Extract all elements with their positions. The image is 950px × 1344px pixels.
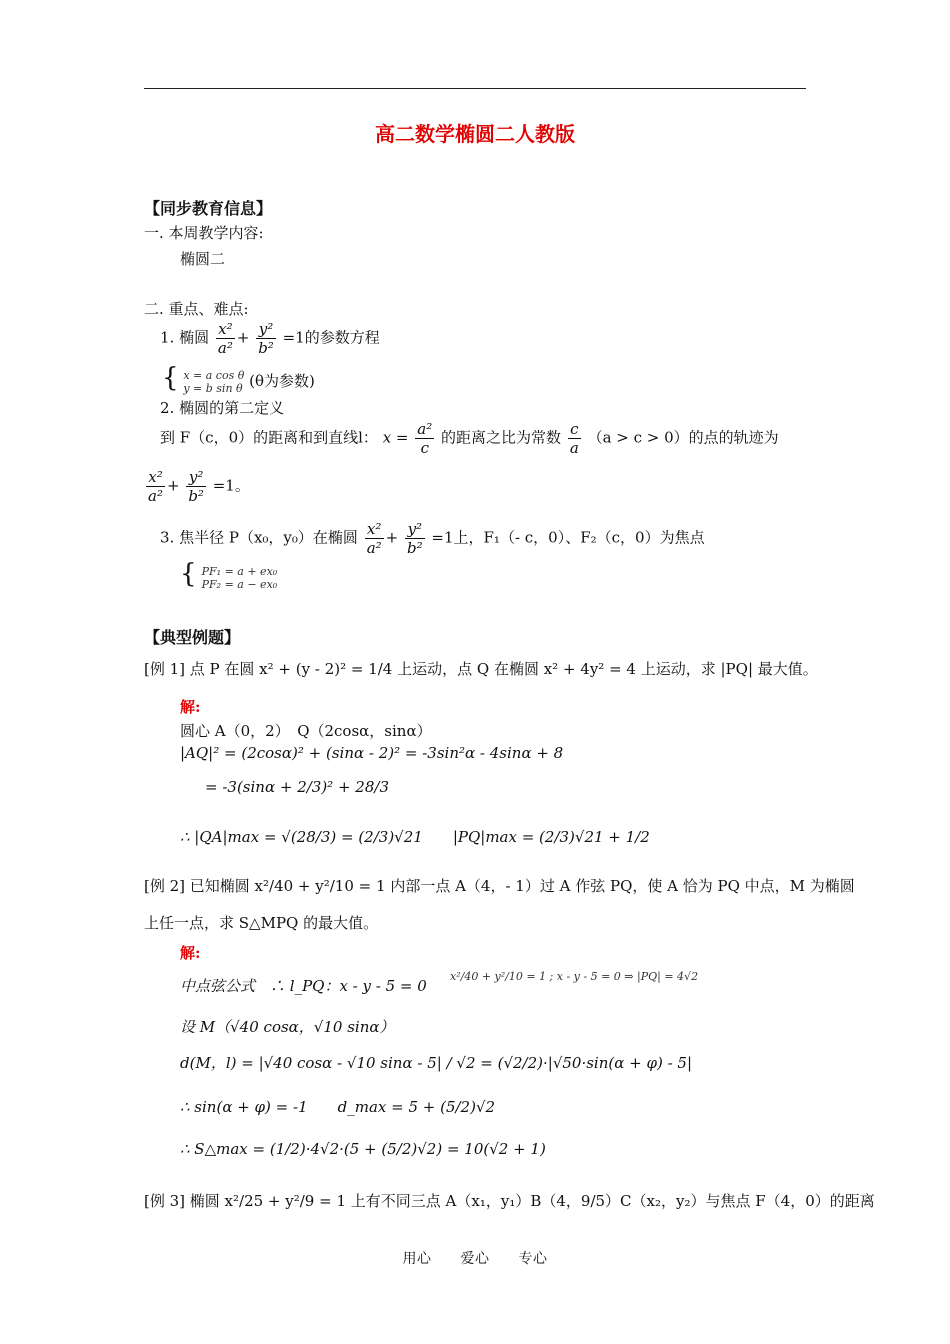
- page-footer: 用心 爱心 专心: [402, 1251, 548, 1267]
- fraction: $\frac{\text{x²}}{\text{a²}}$: [366, 520, 382, 557]
- example-2-line-1: [例 2] 已知椭圆 x²/40 + y²/10 = 1 内部一点 A（4，- 1）过 A 作弦 PQ，使 A 恰为 PQ 中点，M 为椭圆: [144, 877, 855, 895]
- point-1-prefix: 1. 椭圆: [160, 328, 210, 347]
- point-1-suffix: =1的参数方程: [282, 328, 380, 347]
- section-heading-examples: 【典型例题】: [144, 628, 241, 647]
- solution-label-2: 解:: [180, 944, 201, 962]
- example-2-line-2: 上任一点，求 S△MPQ 的最大值。: [144, 914, 379, 932]
- ex1-step-3: = -3(sinα + 2/3)² + 28/3: [205, 778, 389, 796]
- item-this-week: 一. 本周教学内容:: [144, 224, 264, 242]
- ex2-step-5: ∴ S△max = (1/2)·4√2·(5 + (5/2)√2) = 10(√2 + 1): [180, 1140, 546, 1158]
- point-2-line: 到 F（c，0）的距离和到直线l： x = $\frac{\text{a²}}{c}$ 的距离之比为常数 $\frac{c}{a}$ （a > c > 0）的点的轨迹为: [160, 420, 779, 457]
- fraction: $\frac{\text{a²}}{c}$: [417, 420, 433, 457]
- example-1: [例 1] 点 P 在圆 x² + (y - 2)² = 1/4 上运动，点 Q 在椭圆 x² + 4y² = 4 上运动，求 |PQ| 最大值。: [144, 660, 818, 678]
- header-rule: [144, 88, 806, 89]
- ex1-step-2: |AQ|² = (2cosα)² + (sinα - 2)² = -3sin²α - 4sinα + 8: [180, 744, 564, 762]
- page-title: 高二数学椭圆二人教版: [375, 122, 575, 146]
- solution-label-1: 解:: [180, 698, 201, 716]
- point-1: 1. 椭圆 $\frac{\text{x²}}{\text{a²}}$ + $\frac{\text{y²}}{\text{b²}}$ =1的参数方程: [160, 320, 380, 357]
- section-heading-sync: 【同步教育信息】: [144, 199, 273, 218]
- item-key-points: 二. 重点、难点:: [144, 300, 249, 318]
- point-2-line-c: （a > c > 0）的点的轨迹为: [587, 428, 779, 447]
- fraction: $\frac{\text{x²}}{\text{a²}}$: [217, 320, 233, 357]
- fraction: $\frac{\text{y²}}{\text{b²}}$: [258, 320, 274, 357]
- ex2-step-2: 设 M（√40 cosα，√10 sinα）: [180, 1018, 395, 1036]
- item-this-week-content: 椭圆二: [180, 250, 226, 268]
- ex1-step-1: 圆心 A（0，2） Q（2cosα，sinα）: [180, 722, 432, 740]
- example-3: [例 3] 椭圆 x²/25 + y²/9 = 1 上有不同三点 A（x₁，y₁）B（4，9/5）C（x₂，y₂）与焦点 F（4，0）的距离: [144, 1192, 875, 1210]
- point-3-suffix: =1上，F₁（- c，0）、F₂（c，0）为焦点: [431, 528, 705, 547]
- ex1-step-4: ∴ |QA|max = √(28/3) = (2/3)√21 |PQ|max = (2/3)√21 + 1/2: [180, 828, 650, 846]
- point-3: 3. 焦半径 P（x₀，y₀）在椭圆 $\frac{\text{x²}}{\text{a²}}$ + $\frac{\text{y²}}{\text{b²}}$ =1上，F₁（- c，0）、F₂（c，0）为焦点: [160, 520, 705, 557]
- fraction: $\frac{\text{y²}}{\text{b²}}$: [188, 468, 204, 505]
- pf2-eq: PF₂ = a − ex₀: [201, 577, 278, 591]
- fraction: $\frac{c}{a}$: [569, 420, 579, 457]
- focal-radius-system: { PF₁ = a + ex₀ PF₂ = a − ex₀: [180, 559, 278, 591]
- point-2-result-tail: =1。: [212, 476, 250, 495]
- ex2-step-3: d(M，l) = |√40 cosα - √10 sinα - 5| / √2 = (√2/2)·|√50·sin(α + φ) - 5|: [180, 1054, 693, 1072]
- ex2-step-1-system: x²/40 + y²/10 = 1 ; x - y - 5 = 0 ⇒ |PQ| = 4√2: [450, 970, 699, 983]
- ex2-step-4: ∴ sin(α + φ) = -1 d_max = 5 + (5/2)√2: [180, 1098, 496, 1116]
- param-equation: { x = a cos θ y = b sin θ (θ为参数): [162, 363, 315, 395]
- param-note: (θ为参数): [249, 372, 315, 390]
- pf1-eq: PF₁ = a + ex₀: [201, 564, 278, 578]
- fraction: $\frac{\text{x²}}{\text{a²}}$: [148, 468, 163, 505]
- point-2: 2. 椭圆的第二定义: [160, 399, 285, 417]
- point-2-line-b: 的距离之比为常数: [441, 428, 562, 447]
- point-2-result: $\frac{\text{x²}}{\text{a²}}$ + $\frac{\text{y²}}{\text{b²}}$ =1。: [148, 468, 250, 505]
- point-3-prefix: 3. 焦半径 P（x₀，y₀）在椭圆: [160, 528, 358, 547]
- ex2-step-1: 中点弦公式 ∴ l_PQ：x - y - 5 = 0: [180, 977, 427, 995]
- point-2-line-a: 到 F（c，0）的距离和到直线l：: [160, 428, 378, 447]
- fraction: $\frac{\text{y²}}{\text{b²}}$: [407, 520, 423, 557]
